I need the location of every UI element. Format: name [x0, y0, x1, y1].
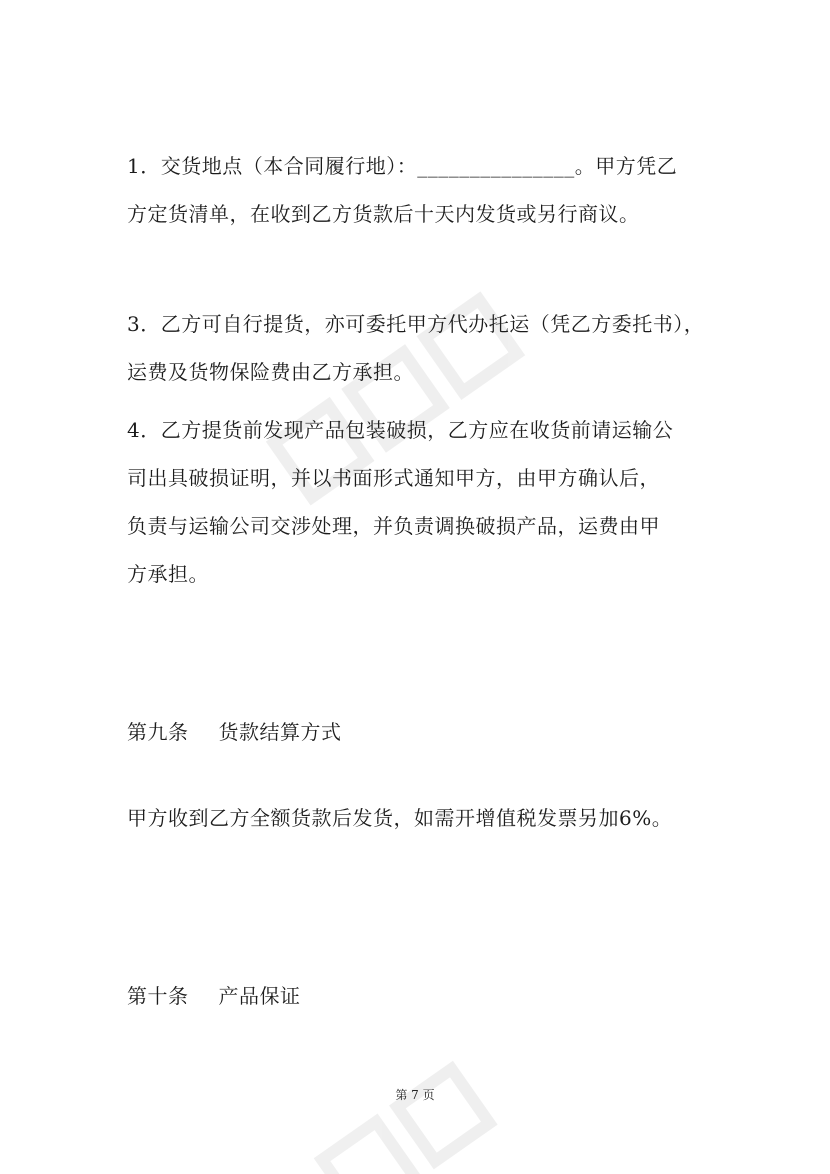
text-line: 方承担。: [127, 562, 209, 586]
text-line: 1．交货地点（本合同履行地）：_______________。甲方凭乙: [127, 154, 678, 178]
clause-pickup-shipping: [127, 300, 717, 396]
article-title: 产品保证: [218, 984, 301, 1008]
article-number: 第十条: [127, 984, 189, 1008]
article-title: 货款结算方式: [218, 720, 342, 744]
text-line: 司出具破损证明，并以书面形式通知甲方，由甲方确认后，: [127, 466, 660, 490]
clause-delivery-location: [127, 142, 717, 238]
text-line: 方定货清单，在收到乙方货款后十天内发货或另行商议。: [127, 202, 640, 226]
article-number: 第九条: [127, 720, 189, 744]
article-9-body: [127, 794, 717, 842]
article-10-heading: [127, 980, 301, 1012]
watermark-graphic-bottom: [314, 1043, 547, 1174]
text-line: 3．乙方可自行提货，亦可委托甲方代办托运（凭乙方委托书），: [127, 312, 705, 336]
text-line: 甲方收到乙方全额货款后发货，如需开增值税发票另加6%。: [127, 806, 673, 830]
text-line: 负责与运输公司交涉处理，并负责调换破损产品，运费由甲: [127, 514, 660, 538]
page-number: 第 7 页: [395, 1088, 435, 1102]
text-line: 4．乙方提货前发现产品包装破损，乙方应在收货前请运输公: [127, 418, 674, 442]
clause-packaging-damage: [127, 406, 717, 598]
text-line: 运费及货物保险费由乙方承担。: [127, 360, 414, 384]
article-9-heading: [127, 716, 342, 748]
